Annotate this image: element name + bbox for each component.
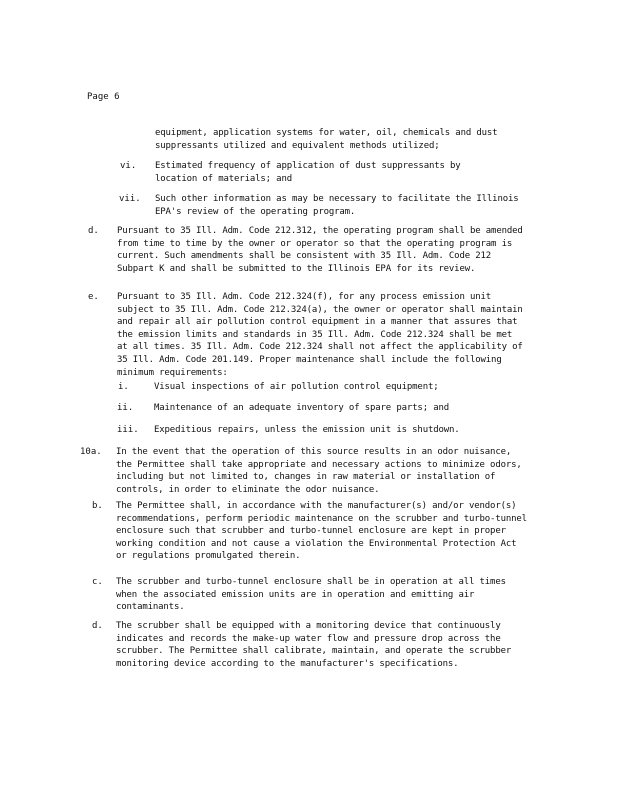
- item-e-label: e.: [88, 292, 99, 302]
- condition-10d-text: The scrubber shall be equipped with a monitoring device that continuously indicates and records the make-up water flow and pressure drop across the scrubber. The Permittee shall calibrate, maintain, and operate the scrubber monitoring device according to the manufacturer's specifications.: [116, 621, 517, 669]
- item-v-continuation: equipment, application systems for water, oil, chemicals and dust suppressants utilized and equivalent methods utilized;: [155, 128, 503, 151]
- item-e-iii-text: Expeditious repairs, unless the emission unit is shutdown.: [154, 425, 460, 435]
- item-e-ii-text: Maintenance of an adequate inventory of spare parts; and: [154, 403, 450, 413]
- item-d-text: Pursuant to 35 Ill. Adm. Code 212.312, the operating program shall be amended from time to time by the owner or operator so that the operating program is current. Such amendments shall be consistent with 35 Ill. Adm. Code 212 Subpart K and shall be submitted to the Illinois EPA for its review.: [117, 226, 528, 274]
- item-e-text: Pursuant to 35 Ill. Adm. Code 212.324(f), for any process emission unit subject to 35 Ill. Adm. Code 212.324(a), the owner or operator shall maintain and repair all air pollution control equipment in a manner that assures that the emission limits and standards in 35 Ill. Adm. Code 212.324 shall be met at all times. 35 Ill. Adm. Code 212.324 shall not affect the applicability of 35 Ill. Adm. Code 201.149. Proper maintenance shall include the following minimum requirements:: [117, 292, 528, 378]
- item-vi-label: vi.: [120, 161, 137, 171]
- item-vii-label: vii.: [119, 194, 141, 204]
- condition-10d-label: d.: [92, 621, 103, 631]
- item-e-iii-label: iii.: [117, 425, 139, 435]
- condition-10b-label: b.: [92, 501, 103, 511]
- item-vi-text: Estimated frequency of application of dust suppressants by location of materials; and: [155, 161, 466, 184]
- condition-10b-text: The Permittee shall, in accordance with the manufacturer(s) and/or vendor(s) recommendations, perform periodic maintenance on the scrubber and turbo-tunnel enclosure such that scrubber and turbo-tunnel enclosure are kept in proper working condition and not cause a violation the Environmental Protection Act or regulations promulgated therein.: [116, 501, 533, 562]
- page-number: Page 6: [87, 92, 120, 102]
- item-e-i-label: i.: [118, 382, 129, 392]
- item-e-ii-label: ii.: [117, 403, 134, 413]
- item-d-label: d.: [88, 226, 99, 236]
- condition-10a-text: In the event that the operation of this source results in an odor nuisance, the Permittee shall take appropriate and necessary actions to minimize odors, including but not limited to, changes in raw material or installation of controls, in order to eliminate the odor nuisance.: [116, 447, 527, 495]
- condition-10c-label: c.: [92, 577, 103, 587]
- condition-10a-label: 10a.: [80, 447, 102, 457]
- item-e-i-text: Visual inspections of air pollution control equipment;: [154, 382, 439, 392]
- condition-10c-text: The scrubber and turbo-tunnel enclosure shall be in operation at all times when the associated emission units are in operation and emitting air contaminants.: [116, 577, 512, 613]
- item-vii-text: Such other information as may be necessary to facilitate the Illinois EPA's review of the operating program.: [155, 194, 524, 217]
